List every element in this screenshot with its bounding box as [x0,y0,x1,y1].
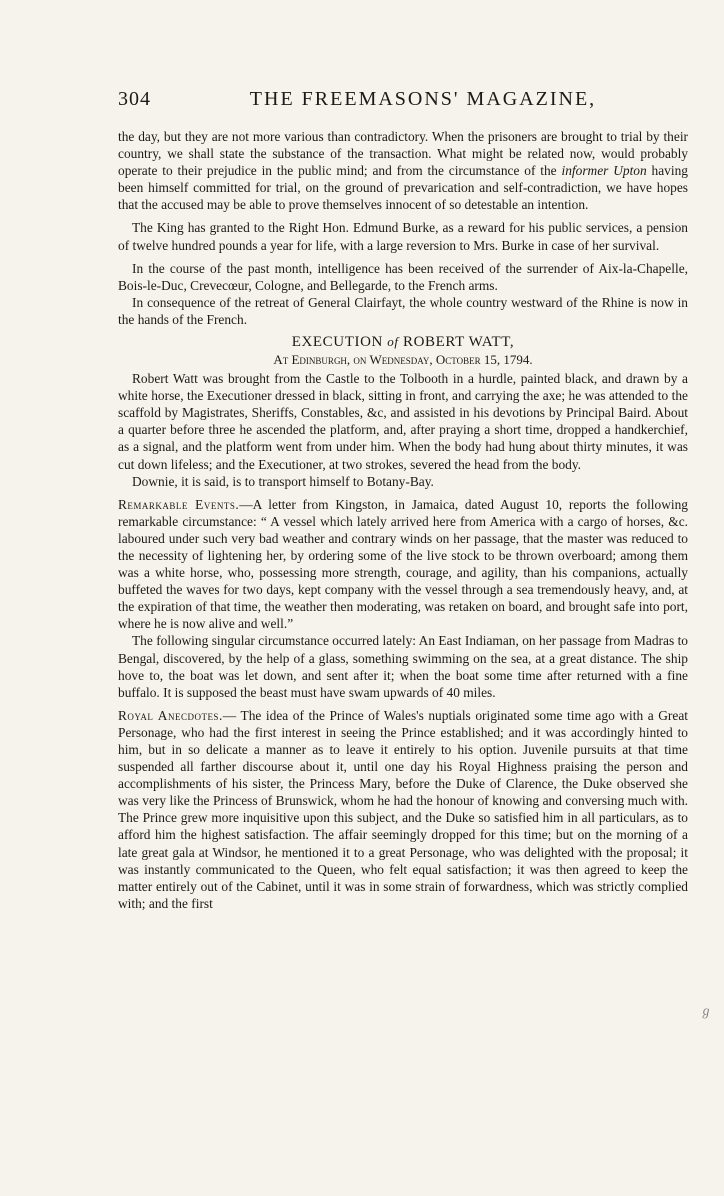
running-head [118,88,688,122]
paragraph-burke-pension: The King has granted to the Right Hon. Edmund Burke, as a reward for his public services, a pension of twelve hundred pounds a year for life, with a large reversion to Mrs. Burke in case of her survival. [118,220,688,253]
execution-heading [118,334,688,351]
paragraph-clairfayt: In consequence of the retreat of General Clairfayt, the whole country westward of the Rhine is now in the hands of the French. [118,294,688,327]
page-number: 304 [118,88,151,110]
paragraph-trial-text-a: the day, but they are not more various than contradictory. When the prisoners are brought to trial by their country, we shall state the substance of the transaction. What might be related now, would probably operate to their prejudice in the public mind; and from the circumstance of the [118,129,688,179]
margin-mark: ℊ [699,1004,712,1018]
paragraph-trial-text-b: having been himself committed for trial, on the ground of prevarication and self-contradiction, we have hopes that the accused may be able to prove themselves innocent of so detestable an intention. [118,163,688,213]
royal-anecdotes-lead: Royal Anecdotes. [118,707,223,723]
execution-heading-a: EXECUTION [291,334,383,351]
paragraph-royal-anecdotes [118,707,688,912]
royal-anecdotes-text: — The idea of the Prince of Wales's nuptials originated some time ago with a Great Personage, who had the first interest in seeing the Prince established; and it was accordingly hinted to him, but in so delicate a manner as to leave it entirely to his option. Juvenile pursuits at that time suspended all farther discourse about it, until one day his Royal Highness praising the person and accomplishments of his sister, the Princess Mary, before the Duke of Clarence, the Duke observed she was very like the Princess of Brunswick, whom he had the honour of knowing and conversing much with. The Prince grew more inquisitive upon this subject, and the Duke so satisfied him in all particulars, as to afford him the highest satisfaction. The affair seemingly dropped for this time; but on the morning of a late great gala at Windsor, he mentioned it to a great Personage, who was delighted with the proposal; it was instantly communicated to the Queen, who felt equal satisfaction; it was then agreed to keep the matter entirely out of the Cabinet, until it was in some strain of forwardness, which was strictly complied with; and the first [118,707,688,911]
execution-heading-b: ROBERT WATT, [402,334,515,351]
execution-heading-of: of [387,334,399,350]
paragraph-downie: Downie, it is said, is to transport himself to Botany-Bay. [132,473,434,489]
running-title: THE FREEMASONS' MAGAZINE, [249,88,597,110]
execution-dateline: At Edinburgh, on Wednesday, October 15, 1794. [273,352,533,368]
paragraph-buffalo: The following singular circumstance occurred lately: An East Indiaman, on her passage from Madras to Bengal, discovered, by the help of a glass, something swimming on the sea, at a great distance. The ship hove to, the boat was let down, and sent after it; when the boat some time after returned with a fine buffalo. It is supposed the beast must have swam upwards of 40 miles. [118,633,688,700]
remarkable-events-text: —A letter from Kingston, in Jamaica, dated August 10, reports the following remarkable circumstance: “ A vessel which lately arrived here from America with a cargo of horses, &c. laboured under such very bad weather and contrary winds on her passage, that the master was reduced to the necessity of lightening her, by ordering some of the live stock to be thrown overboard; among them was a white horse, who, possessing more strength, courage, and agility, than his companions, actually buffeted the waves for two days, kept company with the vessel through a sea tremendously heavy, and, at the expiration of that time, the weather then moderating, was retaken on board, and brought safe into port, where he is now alive and well.” [118,496,688,632]
paragraph-remarkable-events [118,496,688,633]
remarkable-events-lead: Remarkable Events. [118,496,240,512]
paragraph-trial-emphasis: informer Upton [561,163,647,179]
paragraph-execution: Robert Watt was brought from the Castle to the Tolbooth in a hurdle, painted black, and drawn by a white horse, the Executioner dressed in black, sitting in front, and carrying the axe; he was attended to the scaffold by Magistrates, Sheriffs, Constables, &c, and assisted in his devotions by Principal Baird. About a quarter before three he ascended the platform, and, after praying a short time, dropped a handkerchief, as a signal, and the platform went from under him. When the body had hung about thirty minutes, it was cut down lifeless; and the Executioner, at two strokes, severed the head from the body. [118,371,688,472]
paragraph-trial [118,128,688,213]
paragraph-surrender: In the course of the past month, intelligence has been received of the surrender of Aix-la-Chapelle, Bois-le-Duc, Crevecœur, Cologne, and Bellegarde, to the French arms. [118,260,688,293]
